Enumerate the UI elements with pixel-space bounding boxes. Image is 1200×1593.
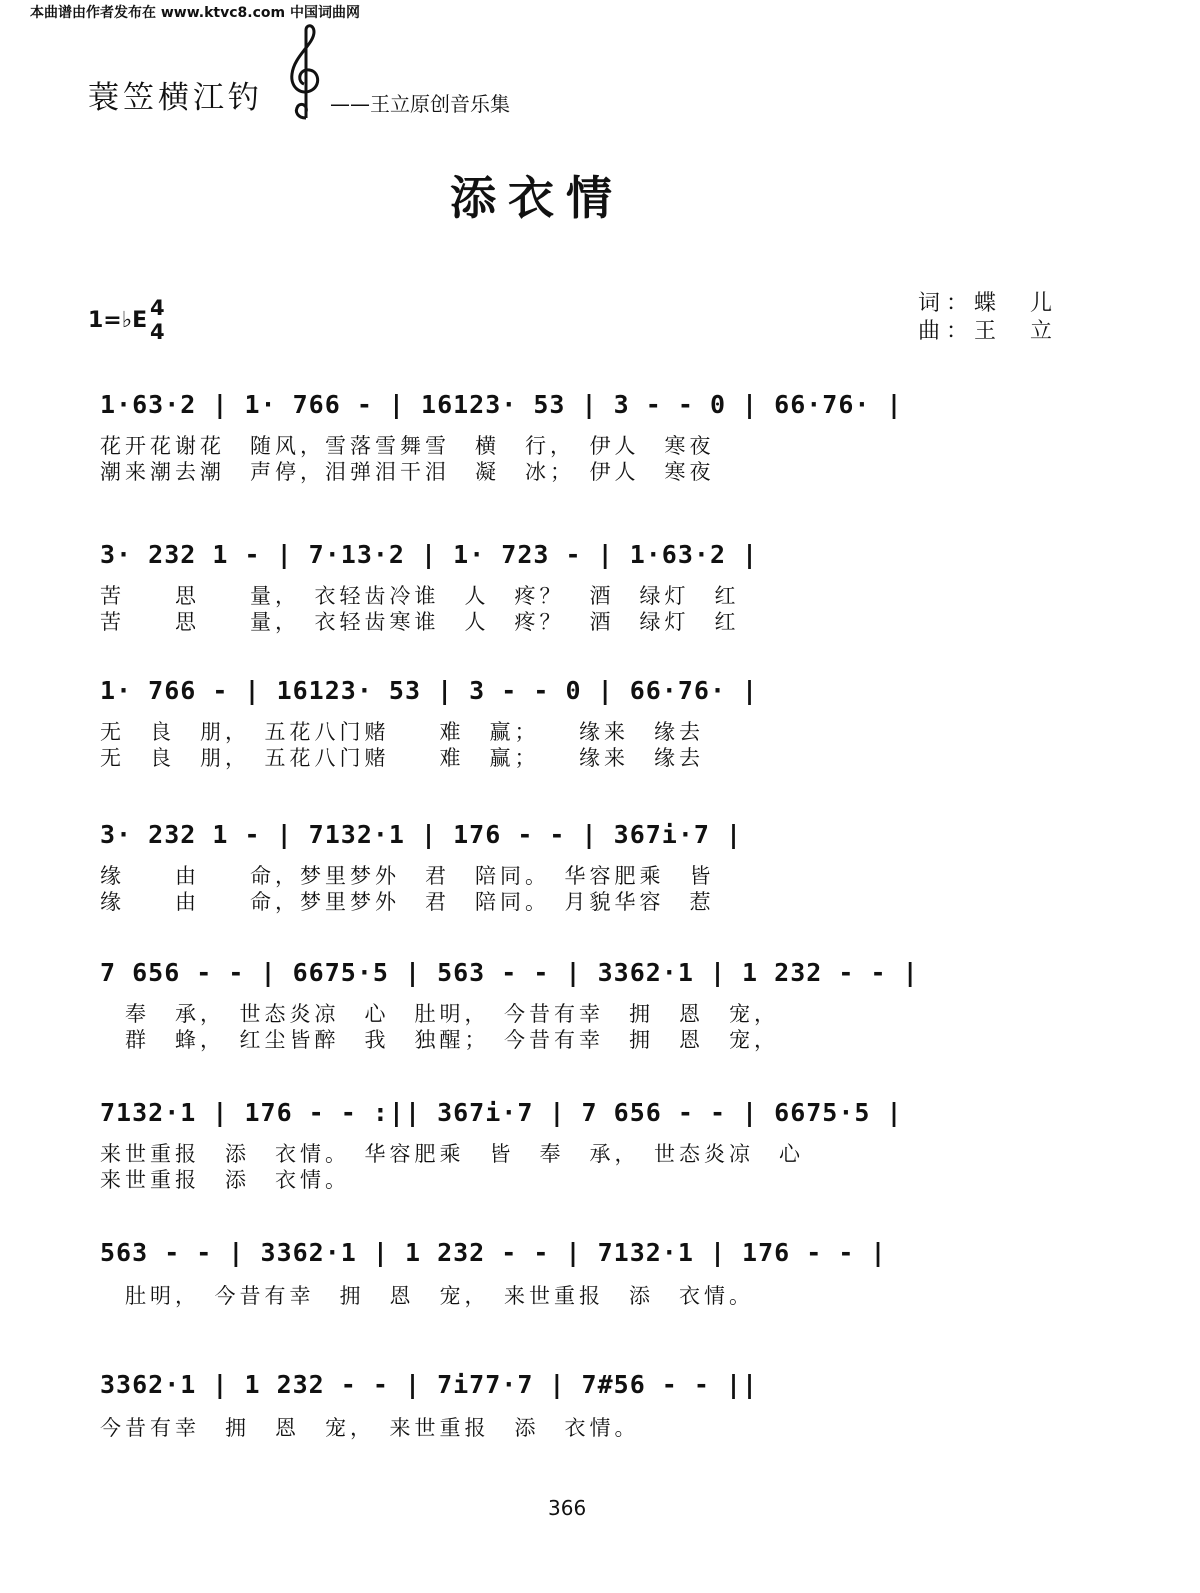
book-title: 蓑笠横江钓 <box>88 80 263 116</box>
song-title: 添衣情 <box>450 171 624 225</box>
lyric-verse-2: 缘 由 命，梦里梦外 君 陪同。 月貌华容 惹 <box>100 890 715 914</box>
lyric-verse-1: 花开花谢花 随风，雪落雪舞雪 横 行， 伊人 寒夜 <box>100 434 715 458</box>
lyric-verse-1: 肚明， 今昔有幸 拥 恩 宠， 来世重报 添 衣情。 <box>100 1284 754 1308</box>
jianpu-notes: 3· 232 1 - | 7132·1 | 176 - - | 367i·7 | <box>100 820 743 849</box>
jianpu-notes: 3362·1 | 1 232 - - | 7i77·7 | 7#56 - - || <box>100 1370 759 1399</box>
jianpu-notes: 1·63·2 | 1· 766 - | 16123· 53 | 3 - - 0 | 66·76· | <box>100 390 903 419</box>
lyric-verse-2: 苦 思 量， 衣轻齿寒谁 人 疼？ 酒 绿灯 红 <box>100 610 740 634</box>
lyric-verse-1: 今昔有幸 拥 恩 宠， 来世重报 添 衣情。 <box>100 1416 640 1440</box>
jianpu-notes: 1· 766 - | 16123· 53 | 3 - - 0 | 66·76· | <box>100 676 759 705</box>
composer-credit: 曲：王 立 <box>918 319 1059 344</box>
lyric-verse-1: 来世重报 添 衣情。 华容肥乘 皆 奉 承， 世态炎凉 心 <box>100 1142 804 1166</box>
lyric-verse-1: 奉 承， 世态炎凉 心 肚明， 今昔有幸 拥 恩 宠， <box>100 1002 779 1026</box>
jianpu-notes: 3· 232 1 - | 7·13·2 | 1· 723 - | 1·63·2 | <box>100 540 759 569</box>
time-signature-top: 4 <box>150 296 165 320</box>
lyric-verse-2: 来世重报 添 衣情。 <box>100 1168 350 1192</box>
lyric-verse-1: 无 良 朋， 五花八门赌 难 赢； 缘来 缘去 <box>100 720 704 744</box>
jianpu-notes: 7 656 - - | 6675·5 | 563 - - | 3362·1 | 1 232 - - | <box>100 958 919 987</box>
time-signature-bottom: 4 <box>150 320 165 344</box>
lyric-verse-1: 苦 思 量， 衣轻齿冷谁 人 疼？ 酒 绿灯 红 <box>100 584 740 608</box>
collection-subtitle: ——王立原创音乐集 <box>330 92 510 116</box>
lyricist-credit: 词：蝶 儿 <box>918 291 1059 316</box>
page-number: 366 <box>548 1496 587 1520</box>
jianpu-notes: 563 - - | 3362·1 | 1 232 - - | 7132·1 | 176 - - | <box>100 1238 887 1267</box>
key-signature: 1=♭E <box>88 308 148 333</box>
lyric-verse-2: 潮来潮去潮 声停，泪弹泪干泪 凝 冰； 伊人 寒夜 <box>100 460 715 484</box>
lyric-verse-2: 无 良 朋， 五花八门赌 难 赢； 缘来 缘去 <box>100 746 704 770</box>
time-signature <box>150 296 165 344</box>
watermark-text: 本曲谱由作者发布在 www.ktvc8.com 中国词曲网 <box>30 5 360 21</box>
lyric-verse-2: 群 蜂， 红尘皆醉 我 独醒； 今昔有幸 拥 恩 宠， <box>100 1028 779 1052</box>
lyric-verse-1: 缘 由 命，梦里梦外 君 陪同。 华容肥乘 皆 <box>100 864 715 888</box>
jianpu-notes: 7132·1 | 176 - - :|| 367i·7 | 7 656 - - | 6675·5 | <box>100 1098 903 1127</box>
treble-clef-icon <box>280 22 332 126</box>
